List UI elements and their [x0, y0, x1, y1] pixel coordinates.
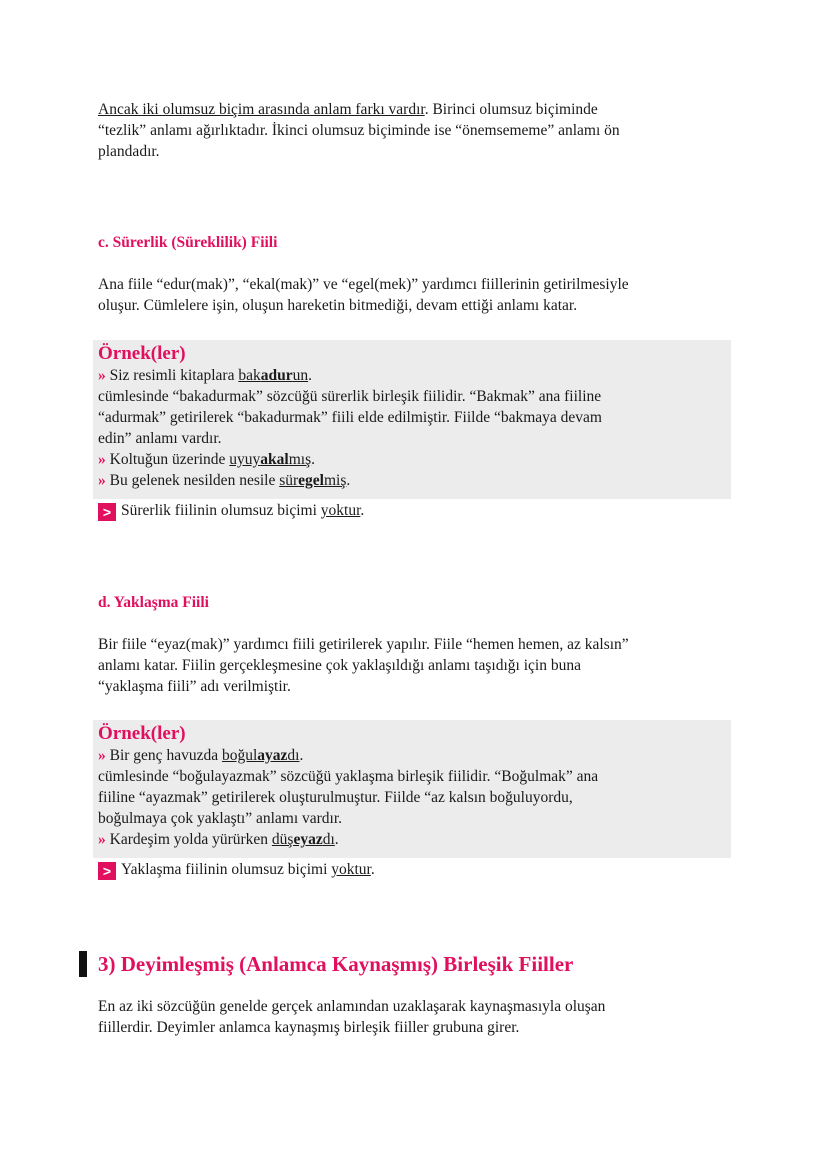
section-3-description: En az iki sözcüğün genelde gerçek anlamından uzaklaşarak kaynaşmasıyla oluşan fiillerdir. Deyimler anlamca kaynaşmış birleşik fiiller grubuna girer. [98, 998, 606, 1036]
section-c-note: > Sürerlik fiilinin olumsuz biçimi yoktur. [98, 500, 364, 521]
section-d-description: Bir fiile “eyaz(mak)” yardımcı fiili getirilerek yapılır. Fiile “hemen hemen, az kalsın” anlamı katar. Fiilin gerçekleşmesine çok yaklaşıldığı anlamı taşıdığı için buna “yaklaşma fiili” adı verilmiştir. [98, 636, 629, 695]
arrow-right-icon: > [98, 862, 116, 880]
raquo-icon: » [98, 747, 106, 764]
intro-underlined-text: Ancak iki olumsuz biçim arasında anlam farkı vardır [98, 101, 425, 118]
section-c-description: Ana fiile “edur(mak)”, “ekal(mak)” ve “egel(mek)” yardımcı fiillerinin getirilmesiyle oluşur. Cümlelere işin, oluşun hareketin bitmediği, devam ettiği anlamı katar. [98, 276, 629, 314]
section-c-example-box [93, 340, 731, 499]
intro-paragraph [98, 99, 738, 162]
raquo-icon: » [98, 367, 106, 384]
example-explanation-1: cümlesinde “bakadurmak” sözcüğü sürerlik birleşik fiilidir. “Bakmak” ana fiiline [98, 388, 602, 405]
example-line-2: » Koltuğun üzerinde uyuyakalmış. [98, 451, 316, 468]
section-d-example-box [93, 720, 731, 858]
example-explanation-1: cümlesinde “boğulayazmak” sözcüğü yaklaşma birleşik fiilidir. “Boğulmak” ana [98, 768, 599, 785]
intro-line-1: Ancak iki olumsuz biçim arasında anlam farkı vardır. Birinci olumsuz biçiminde [98, 101, 598, 118]
intro-line-2: “tezlik” anlamı ağırlıktadır. İkinci olumsuz biçiminde ise “önemsememe” anlamı ön [98, 122, 620, 139]
raquo-icon: » [98, 451, 106, 468]
intro-line-3: plandadır. [98, 143, 160, 160]
section-d-heading: d. Yaklaşma Fiili [98, 594, 209, 611]
example-word: uyuyakalmış [229, 451, 312, 468]
example-word: düşeyazdı [271, 831, 335, 848]
example-line-2: » Kardeşim yolda yürürken düşeyazdı. [98, 831, 339, 848]
arrow-right-icon: > [98, 503, 116, 521]
example-title: Örnek(ler) [98, 723, 186, 744]
section-c-heading: c. Sürerlik (Süreklilik) Fiili [98, 234, 278, 251]
example-line-3: » Bu gelenek nesilden nesile süregelmiş. [98, 472, 351, 489]
section-3-heading: 3) Deyimleşmiş (Anlamca Kaynaşmış) Birleşik Fiiller [98, 952, 574, 976]
example-line-1: » Siz resimli kitaplara bakadurun. [98, 367, 312, 384]
raquo-icon: » [98, 472, 106, 489]
example-explanation-2: “adurmak” getirilerek “bakadurmak” fiili elde edilmiştir. Fiilde “bakmaya devam [98, 409, 602, 426]
example-explanation-3: boğulmaya çok yaklaştı” anlamı vardır. [98, 810, 343, 827]
example-explanation-2: fiiline “ayazmak” getirilerek oluşturulmuştur. Fiilde “az kalsın boğuluyordu, [98, 789, 573, 806]
section-d-note: > Yaklaşma fiilinin olumsuz biçimi yoktur. [98, 859, 375, 880]
raquo-icon: » [98, 831, 106, 848]
section-marker-bar [79, 951, 87, 977]
example-line-1: » Bir genç havuzda boğulayazdı. [98, 747, 304, 764]
example-title: Örnek(ler) [98, 343, 186, 364]
example-word: boğulayazdı [221, 747, 300, 764]
example-word: süregelmiş [279, 472, 347, 489]
example-word: bakadurun [238, 367, 309, 384]
example-explanation-3: edin” anlamı vardır. [98, 430, 222, 447]
